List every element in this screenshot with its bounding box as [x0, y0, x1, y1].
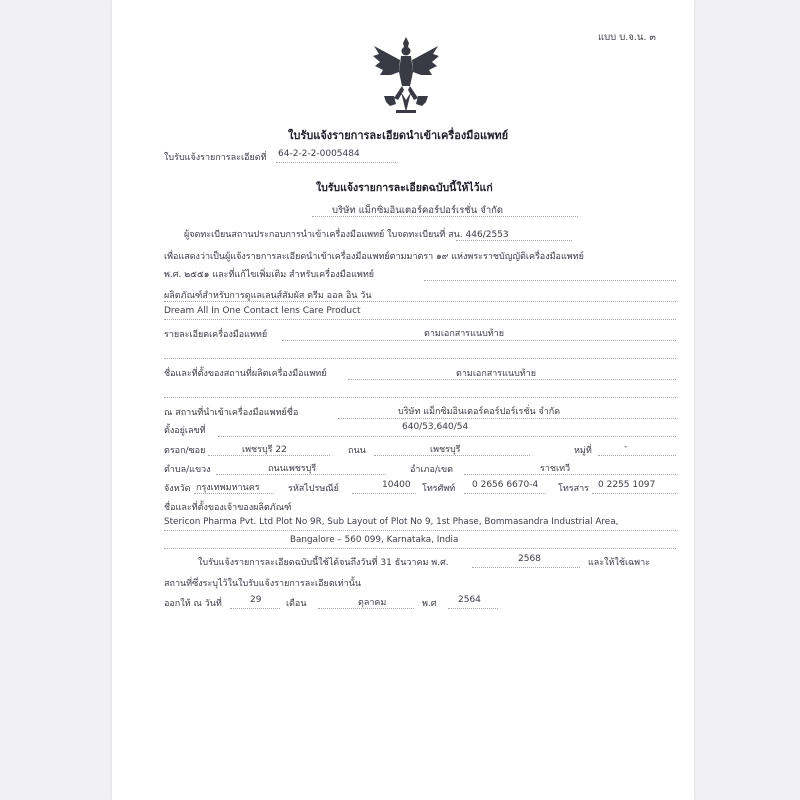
- issue-year-label: พ.ศ: [422, 599, 437, 609]
- purpose-line: [424, 280, 676, 281]
- manufacturer-line: [348, 379, 676, 380]
- import-place-line: [338, 418, 676, 419]
- issue-year: 2564: [458, 595, 481, 605]
- manufacturer-value: ตามเอกสารแนบท้าย: [456, 369, 537, 379]
- postal-line: [352, 493, 416, 494]
- ref-label: ใบรับแจ้งรายการละเอียดที่: [164, 153, 267, 163]
- owner-label: ชื่อและที่ตั้งของเจ้าของผลิตภัณฑ์: [164, 503, 292, 513]
- detail-value: ตามเอกสารแนบท้าย: [424, 329, 505, 339]
- company-line: [312, 216, 578, 217]
- district-value: ราชเทวี: [540, 464, 571, 474]
- owner-address-line-1: Stericon Pharma Pvt. Ltd Plot No 9R, Sub Layout of Plot No 9, 1st Phase, Bommasandra Industrial Area,: [164, 517, 619, 527]
- fax-value: 0 2255 1097: [598, 480, 656, 490]
- owner-address-line-2: Bangalore – 560 099, Karnataka, India: [290, 535, 459, 545]
- product-thai-line: [164, 301, 676, 302]
- owner-line-2: [164, 548, 676, 549]
- validity-year-line: [472, 567, 580, 568]
- license-text: ผู้จดทะเบียนสถานประกอบการนำเข้าเครื่องมือแพทย์ ใบจดทะเบียนที่ สน. 446/2553: [184, 230, 509, 240]
- issue-day: 29: [250, 595, 262, 605]
- subdistrict-line: [216, 474, 386, 475]
- ref-line: [276, 162, 396, 163]
- phone-line: [464, 493, 546, 494]
- product-thai: ผลิตภัณฑ์สำหรับการดูแลเลนส์สัมผัส ดรีม ออล อิน วัน: [164, 291, 372, 301]
- postal-label: รหัสไปรษณีย์: [288, 484, 339, 494]
- issue-month-line: [318, 608, 414, 609]
- province-line: [194, 493, 274, 494]
- issue-day-line: [230, 608, 280, 609]
- district-label: อำเภอ/เขต: [410, 465, 453, 475]
- moo-value: -: [624, 442, 628, 452]
- detail-line: [282, 340, 676, 341]
- fax-label: โทรสาร: [558, 484, 589, 494]
- road-value: เพชรบุรี: [430, 445, 461, 455]
- validity-suffix: และให้ใช้เฉพาะ: [588, 558, 651, 568]
- district-line: [464, 474, 676, 475]
- owner-line-1: [164, 530, 676, 531]
- form-code: แบบ บ.จ.น. ๓: [598, 32, 656, 43]
- company-name: บริษัท แม็กซิมอินเตอร์คอร์ปอร์เรชั่น จำกัด: [332, 205, 504, 216]
- issue-year-line: [448, 608, 498, 609]
- detail-line-2: [164, 358, 676, 359]
- subdistrict-value: ถนนเพชรบุรี: [268, 464, 317, 474]
- purpose-line-2: พ.ศ. ๒๕๕๑ และที่แก้ไขเพิ่มเติม สำหรับเครื่องมือแพทย์: [164, 270, 375, 280]
- soi-line: [208, 455, 330, 456]
- ref-value: 64-2-2-2-0005484: [278, 149, 360, 159]
- moo-line: [598, 455, 676, 456]
- road-line: [374, 455, 530, 456]
- validity-text: ใบรับแจ้งรายการละเอียดฉบับนี้ใช้ได้จนถึงวันที่ 31 ธันวาคม พ.ศ.: [198, 558, 449, 568]
- subdistrict-label: ตำบล/แขวง: [164, 465, 211, 475]
- import-place-value: บริษัท แม็กซิมอินเตอร์คอร์ปอร์เรชั่น จำกัด: [398, 407, 561, 417]
- soi-label: ตรอก/ซอย: [164, 446, 206, 456]
- purpose-line-1: เพื่อแสดงว่าเป็นผู้แจ้งรายการละเอียดนำเข้าเครื่องมือแพทย์ตามมาตรา ๑๙ แห่งพระราชบัญญัติเครื่องมือแพทย์: [164, 252, 584, 262]
- province-label: จังหวัด: [164, 484, 191, 494]
- document-page: [112, 0, 694, 800]
- validity-line-2: สถานที่ซึ่งระบุไว้ในใบรับแจ้งรายการละเอียดเท่านั้น: [164, 579, 362, 589]
- detail-label: รายละเอียดเครื่องมือแพทย์: [164, 330, 268, 340]
- issue-month-label: เดือน: [286, 599, 307, 609]
- soi-value: เพชรบุรี 22: [242, 445, 287, 455]
- validity-year: 2568: [518, 554, 541, 564]
- postal-value: 10400: [382, 480, 411, 490]
- manufacturer-line-2: [164, 397, 676, 398]
- phone-label: โทรศัพท์: [422, 484, 456, 494]
- garuda-emblem: [370, 34, 442, 116]
- product-english: Dream All In One Contact lens Care Product: [164, 306, 361, 316]
- license-line: [456, 240, 572, 241]
- moo-label: หมู่ที่: [574, 446, 592, 456]
- issue-month: ตุลาคม: [358, 598, 387, 608]
- address-number-line: [218, 436, 676, 437]
- address-number-label: ตั้งอยู่เลขที่: [164, 426, 206, 436]
- phone-value: 0 2656 6670-4: [472, 480, 539, 490]
- fax-line: [592, 493, 676, 494]
- manufacturer-label: ชื่อและที่ตั้งของสถานที่ผลิตเครื่องมือแพทย์: [164, 369, 327, 379]
- road-label: ถนน: [348, 446, 366, 456]
- import-place-label: ณ สถานที่นำเข้าเครื่องมือแพทย์ชื่อ: [164, 408, 299, 418]
- product-english-line: [164, 319, 676, 320]
- document-subtitle: ใบรับแจ้งรายการละเอียดฉบับนี้ให้ไว้แก่: [316, 182, 493, 194]
- issue-date-label: ออกให้ ณ วันที่: [164, 599, 222, 609]
- document-title: ใบรับแจ้งรายการละเอียดนำเข้าเครื่องมือแพทย์: [288, 129, 509, 142]
- province-value: กรุงเทพมหานคร: [196, 483, 260, 493]
- address-number-value: 640/53,640/54: [402, 422, 469, 432]
